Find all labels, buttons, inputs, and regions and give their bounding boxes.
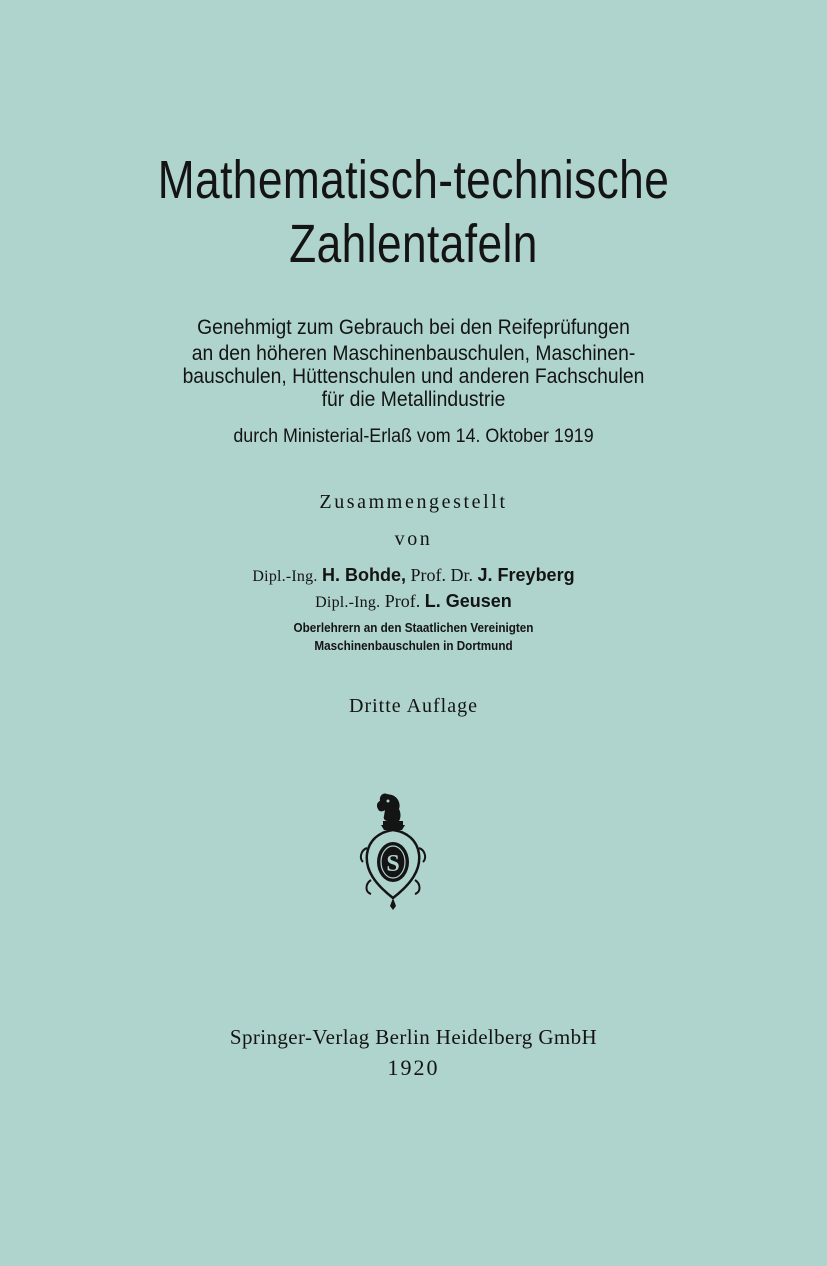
author-title-prefix: Dipl.-Ing.: [252, 568, 318, 585]
logo-monogram: S: [386, 851, 400, 877]
decree-line: durch Ministerial-Erlaß vom 14. Oktober 1919: [233, 426, 594, 447]
author-title-prefix-2: Dipl.-Ing.: [315, 594, 381, 611]
author-title-prof-dr: Prof. Dr.: [410, 565, 474, 585]
springer-knight-logo-icon: [357, 788, 429, 912]
publisher-line: Springer-Verlag Berlin Heidelberg GmbH: [229, 1025, 598, 1049]
affiliation-line-2: Maschinenbauschulen in Dortmund: [314, 638, 513, 653]
author-title-prof: Prof.: [384, 591, 421, 611]
publication-year: 1920: [387, 1055, 440, 1080]
by-label: von: [394, 528, 433, 550]
compiled-label: Zusammengestellt: [319, 491, 508, 513]
author-name-geusen: L. Geusen: [424, 591, 512, 611]
subtitle-line-3: bauschulen, Hüttenschulen und anderen Fachschulen: [182, 365, 645, 388]
author-name-bohde: H. Bohde,: [322, 565, 407, 585]
subtitle-line-2: an den höheren Maschinenbauschulen, Maschinen-: [191, 342, 636, 365]
authors-line-1: [0, 564, 827, 588]
book-title-line-1: Mathematisch-technische: [157, 150, 670, 210]
affiliation-line-1: Oberlehrern an den Staatlichen Vereinigten: [293, 620, 534, 635]
subtitle-line-4: für die Metallindustrie: [321, 388, 506, 411]
author-name-freyberg: J. Freyberg: [477, 565, 575, 585]
edition-label: Dritte Auflage: [349, 695, 478, 717]
book-title-line-2: Zahlentafeln: [289, 214, 538, 274]
subtitle-line-1: Genehmigt zum Gebrauch bei den Reifeprüfungen: [197, 316, 630, 339]
authors-line-2: [0, 590, 827, 614]
